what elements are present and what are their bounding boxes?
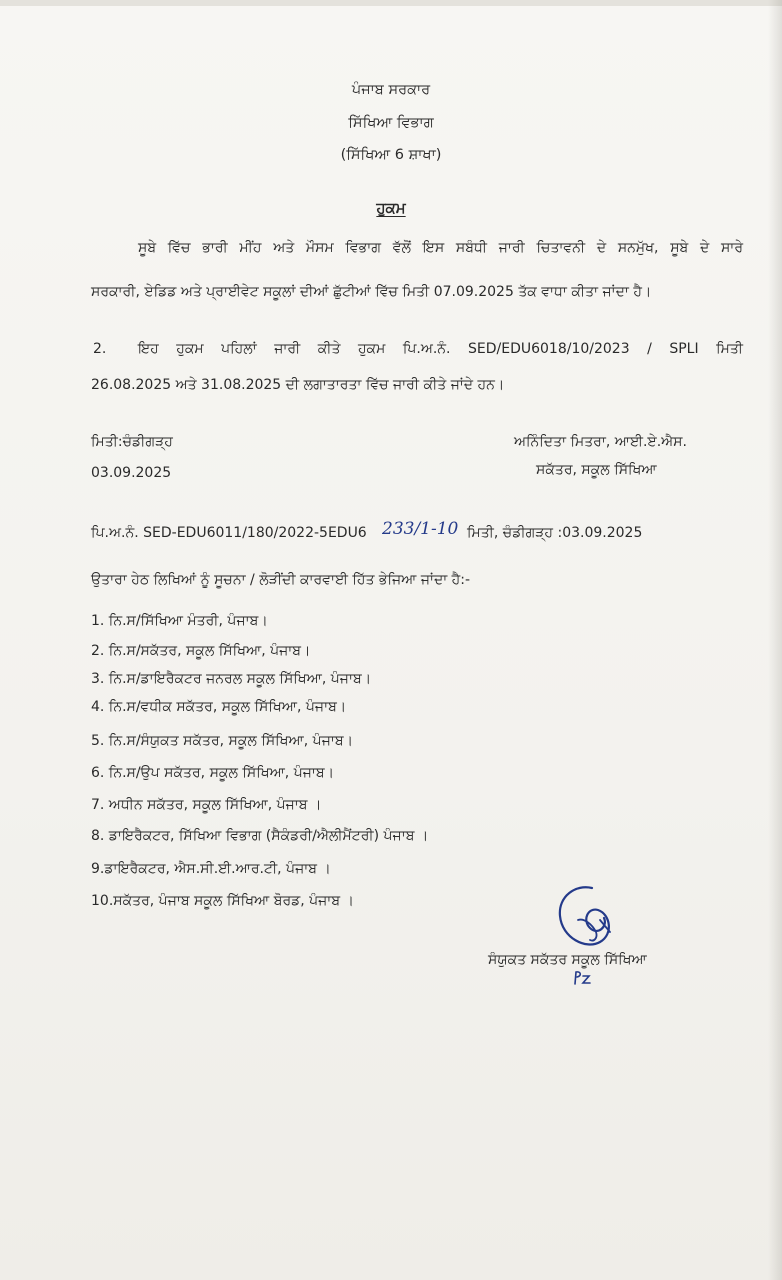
paragraph2-line2: 26.08.2025 ਅਤੇ 31.08.2025 ਦੀ ਲਗਾਤਾਰਤਾ ਵਿੱਚ ਜਾਰੀ ਕੀਤੇ ਜਾਂਦੇ ਹਨ। bbox=[91, 377, 505, 393]
list-item: 4. ਨਿ.ਸ/ਵਧੀਕ ਸਕੱਤਰ, ਸਕੂਲ ਸਿੱਖਿਆ, ਪੰਜਾਬ। bbox=[91, 699, 347, 715]
list-item: 3. ਨਿ.ਸ/ਡਾਇਰੈਕਟਰ ਜਨਰਲ ਸਕੂਲ ਸਿੱਖਿਆ, ਪੰਜਾਬ। bbox=[91, 671, 372, 687]
endorsement-suffix: ਮਿਤੀ, ਚੰਡੀਗੜ੍ਹ :03.09.2025 bbox=[467, 525, 643, 541]
list-item: 8. ਡਾਇਰੈਕਟਰ, ਸਿੱਖਿਆ ਵਿਭਾਗ (ਸੈਕੰਡਰੀ/ਐਲੀਮੈਂਟਰੀ) ਪੰਜਾਬ । bbox=[91, 828, 429, 844]
header-government: ਪੰਜਾਬ ਸਰਕਾਰ bbox=[351, 82, 431, 98]
list-item: 2. ਨਿ.ਸ/ਸਕੱਤਰ, ਸਕੂਲ ਸਿੱਖਿਆ, ਪੰਜਾਬ। bbox=[91, 643, 311, 659]
signature-mark bbox=[548, 880, 628, 960]
header-branch: (ਸਿੱਖਿਆ 6 ਸ਼ਾਖਾ) bbox=[340, 147, 442, 163]
order-title bbox=[0, 199, 782, 217]
list-item: 10.ਸਕੱਤਰ, ਪੰਜਾਬ ਸਕੂਲ ਸਿੱਖਿਆ ਬੋਰਡ, ਪੰਜਾਬ । bbox=[91, 893, 354, 909]
signatory-designation: ਸੰਯੁਕਤ ਸਕੱਤਰ ਸਕੂਲ ਸਿੱਖਿਆ bbox=[488, 952, 647, 968]
order-title-text: ਹੁਕਮ bbox=[376, 199, 406, 217]
list-item: 5. ਨਿ.ਸ/ਸੰਯੁਕਤ ਸਕੱਤਰ, ਸਕੂਲ ਸਿੱਖਿਆ, ਪੰਜਾਬ। bbox=[91, 733, 354, 749]
list-item: 1. ਨਿ.ਸ/ਸਿੱਖਿਆ ਮੰਤਰੀ, ਪੰਜਾਬ। bbox=[91, 613, 268, 629]
list-item: 6. ਨਿ.ਸ/ਉਪ ਸਕੱਤਰ, ਸਕੂਲ ਸਿੱਖਿਆ, ਪੰਜਾਬ। bbox=[91, 765, 335, 781]
paragraph1-line1: ਸੂਬੇ ਵਿੱਚ ਭਾਰੀ ਮੀਂਹ ਅਤੇ ਮੌਸਮ ਵਿਭਾਗ ਵੱਲੋਂ ਇਸ ਸਬੰਧੀ ਜਾਰੀ ਚਿਤਾਵਨੀ ਦੇ ਸਨਮੁੱਖ, ਸੂਬੇ ਦੇ ਸਾਰੇ bbox=[138, 240, 743, 256]
order-date: 03.09.2025 bbox=[91, 465, 172, 481]
signature-drawing bbox=[548, 880, 628, 960]
endorsement-handwritten-number: 233/1-10 bbox=[382, 519, 459, 539]
header-department: ਸਿੱਖਿਆ ਵਿਭਾਗ bbox=[348, 115, 434, 131]
initials-drawing bbox=[572, 970, 592, 986]
paragraph2-number: 2. bbox=[93, 341, 107, 357]
page-right-shadow bbox=[768, 0, 782, 1280]
initials-mark bbox=[572, 970, 592, 986]
place-label: ਮਿਤੀ:ਚੰਡੀਗੜ੍ਹ bbox=[91, 434, 173, 450]
officer-name: ਅਨਿੰਦਿਤਾ ਮਿਤਰਾ, ਆਈ.ਏ.ਐਸ. bbox=[514, 434, 687, 450]
paragraph1-line2: ਸਰਕਾਰੀ, ਏਡਿਡ ਅਤੇ ਪ੍ਰਾਈਵੇਟ ਸਕੂਲਾਂ ਦੀਆਂ ਛੁੱਟੀਆਂ ਵਿੱਚ ਮਿਤੀ 07.09.2025 ਤੱਕ ਵਾਧਾ ਕੀਤਾ ਜਾਂਦਾ ਹੈ। bbox=[91, 284, 652, 300]
paragraph2-line1: ਇਹ ਹੁਕਮ ਪਹਿਲਾਂ ਜਾਰੀ ਕੀਤੇ ਹੁਕਮ ਪਿ.ਅ.ਨੰ. SED/EDU6018/10/2023 / SPLI ਮਿਤੀ bbox=[138, 341, 743, 357]
copy-forward-note: ਉਤਾਰਾ ਹੇਠ ਲਿਖਿਆਂ ਨੂੰ ਸੂਚਨਾ / ਲੋੜੀਂਦੀ ਕਾਰਵਾਈ ਹਿੱਤ ਭੇਜਿਆ ਜਾਂਦਾ ਹੈ:- bbox=[91, 572, 471, 588]
list-item: 7. ਅਧੀਨ ਸਕੱਤਰ, ਸਕੂਲ ਸਿੱਖਿਆ, ਪੰਜਾਬ । bbox=[91, 797, 322, 813]
officer-designation: ਸਕੱਤਰ, ਸਕੂਲ ਸਿੱਖਿਆ bbox=[536, 462, 657, 478]
endorsement-prefix: ਪਿ.ਅ.ਨੰ. SED-EDU6011/180/2022-5EDU6 bbox=[91, 525, 367, 541]
page-top-edge bbox=[0, 0, 782, 6]
list-item: 9.ਡਾਇਰੈਕਟਰ, ਐਸ.ਸੀ.ਈ.ਆਰ.ਟੀ, ਪੰਜਾਬ । bbox=[91, 861, 331, 877]
